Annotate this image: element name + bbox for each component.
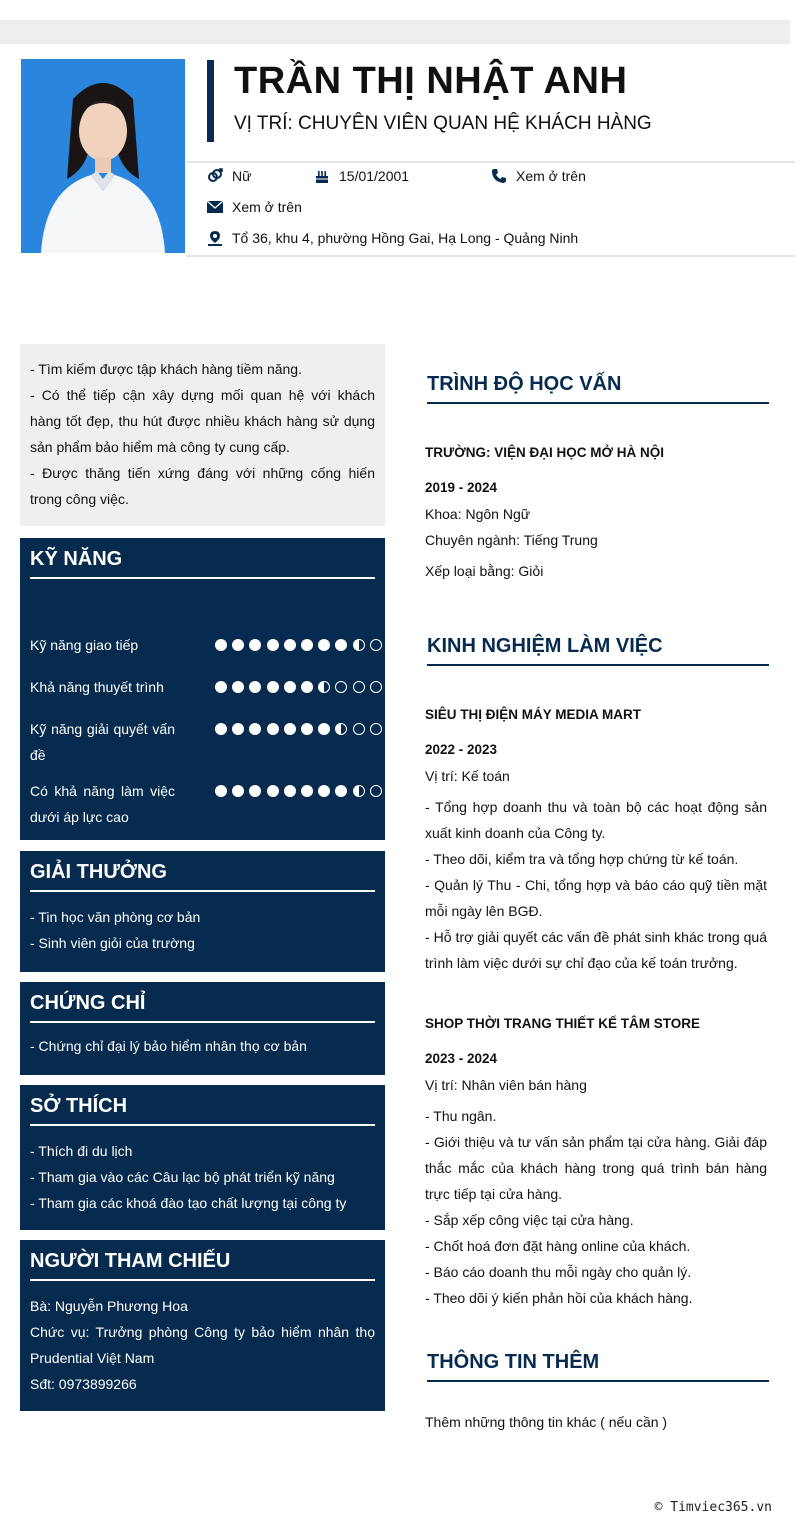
rating-dot [232,723,244,735]
name-accent-bar [207,60,214,142]
email-value: Xem ở trên [232,199,302,215]
phone-item [490,167,586,185]
rating-dot [301,785,313,797]
skills-panel [20,538,385,840]
birthday-cake-icon [313,167,331,185]
envelope-icon [206,198,224,216]
education-major: Chuyên ngành: Tiếng Trung [425,532,598,548]
hobby-item: - Tham gia vào các Câu lạc bộ phát triển kỹ năng [30,1169,335,1185]
rating-dot [267,681,279,693]
job-years: 2022 - 2023 [425,742,498,757]
birthday-value: 15/01/2001 [339,168,410,184]
phone-icon [490,167,508,185]
rating-dot [267,639,279,651]
references-title: NGƯỜI THAM CHIẾU [30,1240,375,1281]
rating-dot [301,681,313,693]
reference-name: Bà: Nguyễn Phương Hoa [30,1298,188,1314]
objective-line: - Có thể tiếp cận xây dựng mối quan hệ với khách hàng tốt đẹp, thu hút được nhiều khách hàng sử dụng sản phẩm bảo hiểm mà công ty cung cấp. [30,387,375,455]
rating-dot [232,639,244,651]
rating-dot [267,785,279,797]
rating-dot [249,681,261,693]
rating-dot [249,639,261,651]
footer-credit: © Timviec365.vn [654,1500,772,1515]
birthday-item [313,167,409,185]
award-item: - Tin học văn phòng cơ bản [30,909,201,925]
rating-dot [249,723,261,735]
job-role: Vị trí: Nhân viên bán hàng [425,1077,587,1093]
awards-title: GIẢI THƯỞNG [30,851,375,892]
education-grade: Xếp loại bằng: Giỏi [425,563,544,579]
rating-dot [215,639,227,651]
career-objective [20,344,385,526]
hobbies-panel [20,1085,385,1230]
job-details: - Thu ngân. - Giới thiệu và tư vấn sản phẩm tại cửa hàng. Giải đáp thắc mắc của khách hàng trong quá trình bán hàng trực tiếp tại cửa hàng. - Sắp xếp công việc tại cửa hàng. - Chốt hoá đơn đặt hàng online của khách. - Báo cáo doanh thu mỗi ngày cho quản lý. - Theo dõi ý kiến phản hồi của khách hàng. [425,1108,767,1306]
candidate-name: TRẦN THỊ NHẬT ANH [234,60,628,102]
education-school: TRƯỜNG: VIỆN ĐẠI HỌC MỞ HÀ NỘI [425,445,664,460]
rating-dot [318,785,330,797]
rating-dot [267,723,279,735]
reference-role: Chức vụ: Trưởng phòng Công ty bảo hiểm nhân thọ Prudential Việt Nam [30,1324,375,1366]
rating-dot [284,785,296,797]
job-company: SIÊU THỊ ĐIỆN MÁY MEDIA MART [425,707,642,722]
certificate-item: - Chứng chỉ đại lý bảo hiểm nhân thọ cơ bản [30,1038,307,1054]
awards-panel [20,851,385,972]
job-years: 2023 - 2024 [425,1051,498,1066]
rating-dot [318,681,330,693]
gender-item [206,167,251,185]
extra-info-text: Thêm những thông tin khác ( nếu cần ) [425,1414,668,1430]
rating-dot [215,681,227,693]
rating-dot [353,723,365,735]
skill-rating [215,681,387,693]
gender-value: Nữ [232,168,252,184]
extra-info-title: THÔNG TIN THÊM [427,1351,769,1382]
rating-dot [301,723,313,735]
education-years: 2019 - 2024 [425,480,498,495]
experience-title: KINH NGHIỆM LÀM VIỆC [427,635,769,666]
job-position: VỊ TRÍ: CHUYÊN VIÊN QUAN HỆ KHÁCH HÀNG [234,113,652,134]
rating-dot [318,639,330,651]
job-company: SHOP THỜI TRANG THIẾT KẾ TÂM STORE [425,1016,701,1031]
skill-rating [215,723,387,735]
rating-dot [353,785,365,797]
award-item: - Sinh viên giỏi của trường [30,935,195,951]
rating-dot [335,723,347,735]
skills-title: KỸ NĂNG [30,538,375,579]
skill-label: Có khả năng làm việc dưới áp lực cao [30,783,175,825]
top-bar [0,20,790,44]
email-item [206,198,302,216]
phone-value: Xem ở trên [516,168,586,184]
objective-line: - Được thăng tiến xứng đáng với những cống hiến trong công việc. [30,465,375,507]
skill-label: Khả năng thuyết trình [30,679,164,695]
job-role: Vị trí: Kế toán [425,768,510,784]
rating-dot [353,639,365,651]
certificates-title: CHỨNG CHỈ [30,982,375,1023]
skill-label: Kỹ năng giải quyết vấn đề [30,721,175,763]
reference-phone: Sđt: 0973899266 [30,1376,137,1392]
rating-dot [232,681,244,693]
rating-dot [353,681,365,693]
skill-rating [215,785,387,797]
rating-dot [284,723,296,735]
rating-dot [301,639,313,651]
location-pin-icon [206,229,224,247]
references-panel [20,1240,385,1411]
skill-rating [215,639,387,651]
profile-photo [21,59,185,253]
job-details: - Tổng hợp doanh thu và toàn bộ các hoạt động sản xuất kinh doanh của Công ty. - Theo dõi, kiểm tra và tổng hợp chứng từ kế toán. - Quản lý Thu - Chi, tổng hợp và báo cáo quỹ tiền mặt mỗi ngày lên BGĐ. - Hỗ trợ giải quyết các vấn đề phát sinh khác trong quá trình làm việc dưới sự chỉ đạo của kế toán trưởng. [425,799,767,971]
rating-dot [215,723,227,735]
certificates-panel [20,982,385,1075]
rating-dot [284,681,296,693]
rating-dot [232,785,244,797]
address-value: Tổ 36, khu 4, phường Hồng Gai, Hạ Long - Quảng Ninh [232,230,579,246]
rating-dot [284,639,296,651]
hobby-item: - Tham gia các khoá đào tạo chất lượng tại công ty [30,1195,347,1211]
rating-dot [215,785,227,797]
education-title: TRÌNH ĐỘ HỌC VẤN [427,373,769,404]
gender-icon [206,167,224,185]
hobbies-title: SỞ THÍCH [30,1085,375,1126]
education-faculty: Khoa: Ngôn Ngữ [425,506,531,522]
rating-dot [249,785,261,797]
objective-line: - Tìm kiếm được tập khách hàng tiềm năng. [30,361,302,377]
rating-dot [370,785,382,797]
rating-dot [335,639,347,651]
address-item [206,229,578,247]
rating-dot [335,785,347,797]
rating-dot [318,723,330,735]
rating-dot [370,639,382,651]
hobby-item: - Thích đi du lịch [30,1143,133,1159]
rating-dot [370,723,382,735]
skill-label: Kỹ năng giao tiếp [30,637,139,653]
rating-dot [370,681,382,693]
rating-dot [335,681,347,693]
